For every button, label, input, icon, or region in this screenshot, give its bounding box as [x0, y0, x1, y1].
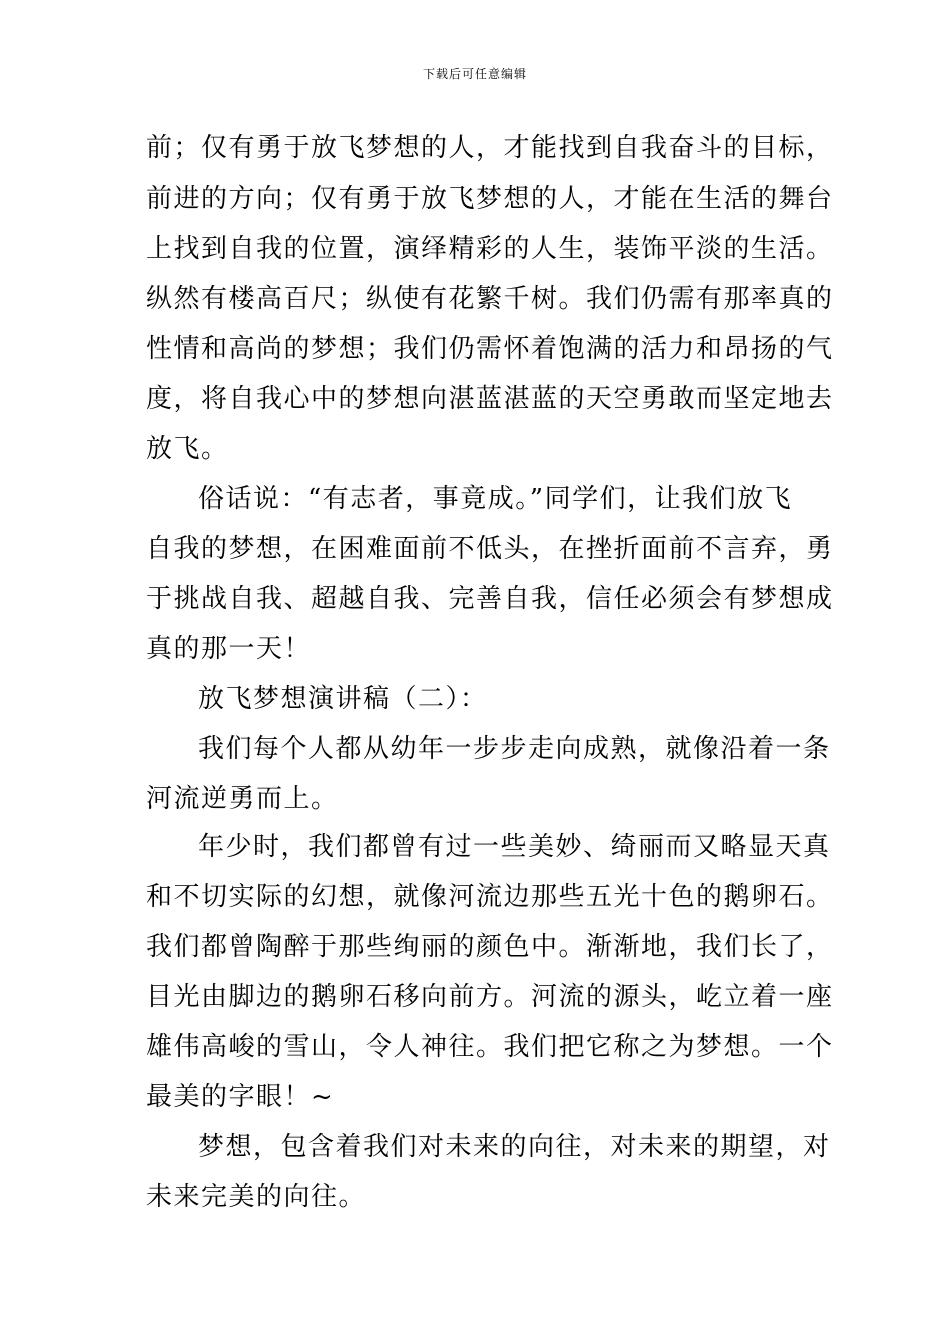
text-line: 和不切实际的幻想，就像河流边那些五光十色的鹅卵石。 — [146, 882, 834, 912]
text-line: 上找到自我的位置，演绎精彩的人生，装饰平淡的生活。 — [146, 234, 834, 264]
section-heading: 放飞梦想演讲稿（二）： — [198, 684, 488, 714]
text-line: 性情和高尚的梦想；我们仍需怀着饱满的活力和昂扬的气 — [146, 334, 834, 364]
paragraph-first-line: 梦想，包含着我们对未来的向往，对未来的期望，对 — [198, 1132, 831, 1162]
text-line: 自我的梦想，在困难面前不低头，在挫折面前不言弃，勇 — [146, 534, 834, 564]
text-line: 纵然有楼高百尺；纵使有花繁千树。我们仍需有那率真的 — [146, 284, 834, 314]
text-line: 我们都曾陶醉于那些绚丽的颜色中。渐渐地，我们长了， — [146, 932, 834, 962]
page-header: 下载后可任意编辑 — [422, 67, 527, 81]
text-line: 雄伟高峻的雪山，令人神往。我们把它称之为梦想。一个 — [146, 1032, 834, 1062]
text-line: 放飞。 — [146, 434, 229, 464]
text-line: 真的那一天！ — [146, 634, 312, 664]
paragraph-first-line: 我们每个人都从幼年一步步走向成熟，就像沿着一条 — [198, 734, 831, 764]
text-line: 河流逆勇而上。 — [146, 784, 339, 814]
text-line: 目光由脚边的鹅卵石移向前方。河流的源头，屹立着一座 — [146, 982, 834, 1012]
text-line: 前进的方向；仅有勇于放飞梦想的人，才能在生活的舞台 — [146, 184, 834, 214]
text-line: 最美的字眼！~ — [146, 1082, 335, 1112]
text-line: 前；仅有勇于放飞梦想的人，才能找到自我奋斗的目标， — [146, 133, 834, 163]
text-line: 于挑战自我、超越自我、完善自我，信任必须会有梦想成 — [146, 584, 834, 614]
paragraph-first-line: 年少时，我们都曾有过一些美妙、绮丽而又略显天真 — [198, 832, 831, 862]
text-line: 未来完美的向往。 — [146, 1182, 367, 1212]
text-line: 度，将自我心中的梦想向湛蓝湛蓝的天空勇敢而坚定地去 — [146, 384, 834, 414]
paragraph-first-line: 俗话说：“有志者，事竟成。”同学们，让我们放飞 — [198, 484, 793, 514]
